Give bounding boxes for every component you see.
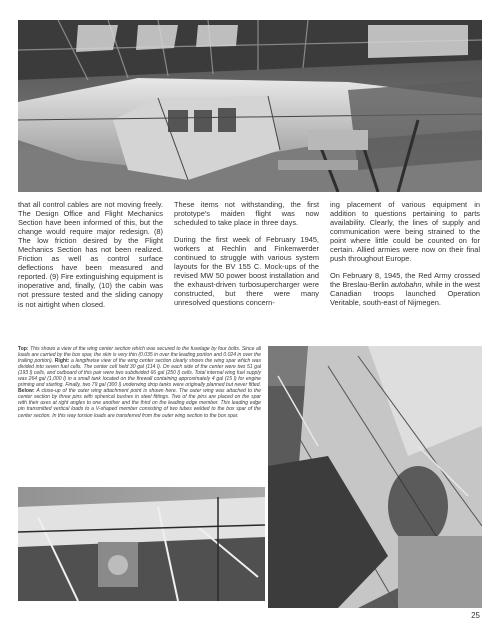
caption-text-below: A close-up of the outer wing attachment point is shown here. The outer wing was attached to the center section by three pins with spherical bushes in steel fittings. Two of the pins are placed on the spar with their axes at right angles to one another and the third on the leading edge member. This leading edge pin transmitted vertical loads to a V-shaped member consisting of two tubes welded to the box spar of the center section. In this way torsion loads are transferred from the outer wing section to the box spar.	[18, 388, 261, 419]
page-number: 25	[471, 611, 480, 620]
body-text-column-3	[330, 200, 480, 316]
wing-center-section-photo	[18, 20, 482, 192]
photo-caption	[18, 346, 261, 419]
body-text-column-2	[174, 200, 319, 316]
text-span: On February 8, 1945, the Red Army crossed the Breslau-Berlin	[330, 271, 480, 290]
body-paragraph	[330, 271, 480, 307]
body-paragraph: that all control cables are not moving freely. The Design Office and Flight Mechanics Section have been informed of this, but the change would require major redesign. (8) The low friction desired by the Flight Mechanics Section has not been realized. Friction as well as control surface deflections have been measured and reported. (9) Fire extinguishing equipment is inoperative and, finally, (10) the cabin was not pressure tested and the sliding canopy is not airtight when closed.	[18, 200, 163, 309]
caption-label-right: Right:	[54, 358, 70, 365]
wing-attachment-photo	[18, 487, 265, 601]
text-span: , while in the west Canadian troops launched Operation Veritable, south-east of Nijmegen.	[330, 280, 480, 308]
body-paragraph: ing placement of various equipment in addition to questions pertaining to parts availability. Clearly, the lines of supply and communication were being strained to the point where little could be counted on for certain. Allied armies were now on their final push throughout Europe.	[330, 200, 480, 264]
wing-spar-photo	[268, 346, 482, 608]
caption-label-below: Below:	[18, 388, 35, 395]
caption-text-top: This shows a view of the wing center section which was secured to the fuselage by four bolts. Since all loads are carried by the box spar, the skin is very thin (0.035 in over the leading portion and 0.024 in over the trailing portion).	[18, 346, 261, 365]
body-paragraph: During the first week of February 1945, workers at Rechlin and Finkenwerder continued to struggle with various system layouts for the BV 155 C. Mock-ups of the revised MW 50 power boost installation and the exhaust-driven turbosupercharger were constructed, but there were many unresolved questions concern-	[174, 235, 319, 308]
caption-text-right: a lengthwise view of the wing center section clearly shows the wing spar which was divided into seven fuel cells. The center cell held 30 gal (114 l). On each side of the center were two 51 gal (193 l) cells, and outboard of this pair were two subdivided 66 gal (250 l) cells. Total internal wing fuel supply was 264 gal (1,000 l) in a small tank located on the firewall containing approximately 4 gal (15 l) for engine priming and starting. Finally, two 79 gal (300 l) underwing drop tanks were originally planned but never fitted.	[18, 358, 262, 389]
body-text-column-1	[18, 200, 163, 317]
caption-label-top: Top:	[18, 346, 29, 352]
italic-term: autobahn	[390, 280, 422, 290]
body-paragraph: These items not withstanding, the first prototype's maiden flight was now scheduled to take place in three days.	[174, 200, 319, 228]
